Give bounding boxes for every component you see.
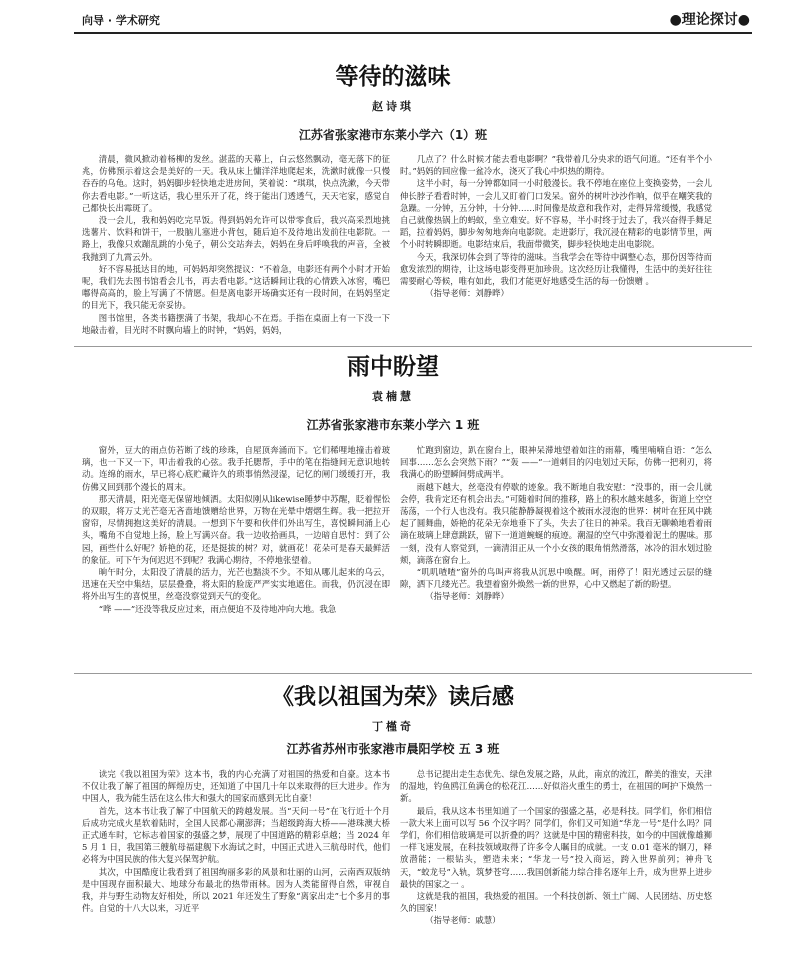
- article-3-school: 江苏省苏州市张家港市晨阳学校 五 3 班: [286, 742, 500, 756]
- article-3-title: 《我以祖国为荣》读后感: [271, 685, 514, 710]
- paragraph: 忙跑到窗边，趴在窗台上，眼神呆滞地望着如注的雨幕，嘴里喃喃自语：“怎么回事……怎么会突然下雨？”“轰 ——”一道刺目的闪电划过天际，仿佛一把利刃，将我满心的盼望瞬间劈成两半。: [400, 445, 712, 480]
- page-header: [0, 0, 786, 36]
- header-right-label: ●理论探讨●: [669, 12, 750, 28]
- article-3-column-right: [400, 768, 712, 973]
- paragraph: 其次，中国酷度让我看到了祖国绚丽多彩的风景和壮丽的山河，云南西双版纳是中国现存面积最大、地球分布最北的热带雨林。因为人类能留得自然，审视自我，并与野生动物友好相处，所以 2021 年还发生了野象“离家出走”七个多月的事件。自觉的十八大以来，习近平: [82, 866, 390, 914]
- paragraph: 清晨，微风掀动着杨柳的发丝。湛蓝的天幕上，白云悠然飘动，毫无落下的征兆，仿佛预示着这会是美好的一天。我从床上慵洋洋地爬起来，洗漱时就像一只慢吞吞的乌龟。这时，妈妈脚步轻快地走进房间，笑着说：“琪琪，快点洗漱，今天带你去看电影。”一听这话，我心里乐开了花，终于能出门透透气，天天宅家，感觉自己都快长出霉斑了。: [82, 154, 390, 213]
- paragraph: 没一会儿，我和妈妈吃完早饭。得到妈妈允许可以带零食后，我兴高采烈地挑选薯片、饮料和饼干，一股脑儿塞进小背包，随后迫不及待地出发前往电影院。一路上，我像只欢蹦乱跳的小兔子，朝公交站奔去，妈妈在身后呼唤我的声音，全被我抛到了九霄云外。: [82, 215, 390, 262]
- paragraph: 几点了？什么时候才能去看电影啊？”我带着几分央求的语气问道。“还有半个小时。”妈妈的回应像一盆冷水，浇灭了我心中炽热的期待。: [400, 154, 712, 177]
- article-1-column-left: [82, 153, 390, 343]
- paragraph: 最后，我从这本书里知道了一个国家的强盛之基，必是科技。同学们，你们相信一款大米上面可以写 56 个汉字吗？同学们，你们又可知道“华龙一号”是什么吗？同学们，你们相信玻璃是可以折叠的吗？这就是中国的精密科技，如今的中国就像雄狮一样飞速发展，在科技领域取得了许多令人瞩目的成就。一支 0.01 毫米的钢刀，释放潜能；一根钻头，塑造未来；“华龙一号”投入商运，跨入世界前列；神舟飞天，“蛟龙号”入轨，筑梦苍穹……我国创新能力综合排名逐年上升，成为世界上进步最快的国家之一 。: [400, 805, 712, 889]
- paragraph: 那天清晨，阳光毫无保留地倾洒。太阳似刚从likewise睡梦中苏醒，眨着惺忪的双眼，将万丈光芒毫无吝啬地馈赠给世界，万物在光晕中熠熠生辉。我一把拉开窗帘，尽情拥抱这美好的清晨。一想到下午要和伙伴们外出写生，喜悦瞬间涌上心头，嘴角不自觉地上扬，脸上写满兴奋。我一边收拾画具，一边暗自思忖：到了公园，画些什么好呢？娇艳的花，还是挺拔的树？对，就画花！花朵可是春天最鲜活的象征。可下午为何迟迟不到呢？我满心期待，不停地张望着。: [82, 493, 390, 565]
- article-1-title: 等待的滋味: [335, 64, 451, 90]
- article-1-author: 赵诗琪: [372, 100, 414, 113]
- header-rule: [74, 32, 752, 34]
- article-separator: [74, 673, 752, 674]
- paragraph: 首先，这本书让我了解了中国航天的跨越发展。当“天问一号”在飞行近十个月后成功完成火星软着陆时，全国人民都心潮澎湃；当超级跨海大桥——港珠澳大桥正式通车时，它标志着国家的强盛之梦，展现了中国道路的精彩卓越；当 2024 年 5 月 1 日，我国第三艘航母福建舰下水海试之时，中国正式进入三航母时代，他们必将为中国民族的伟大复兴保驾护航。: [82, 805, 390, 865]
- article-3-column-left: [82, 768, 390, 973]
- article-2-title: 雨中盼望: [347, 354, 439, 380]
- paragraph: 今天，我深切体会到了等待的滋味。当我学会在等待中调整心态，那份因等待而愈发浓烈的期待，让这场电影变得更加珍贵。这次经历让我懂得，生活中的美好往往需要耐心等候，唯有如此，我们才能更好地感受生活的每一份馈赠 。: [400, 251, 712, 287]
- paragraph: 晌午时分，太阳没了清晨的活力，光芒也黯淡不少。不知从哪儿起来的乌云，迅速在天空中集结，层层叠叠，将太阳的脸庞严严实实地遮住。而我，仍沉浸在即将外出写生的喜悦里，丝毫没察觉到天气的变化。: [82, 567, 390, 602]
- paragraph: 这就是我的祖国，我热爱的祖国。一个科技创新、领土广阔、人民团结、历史悠久的国家！: [400, 891, 712, 914]
- paragraph: “哗 ——”还没等我反应过来，雨点便迫不及待地冲向大地。我急: [98, 603, 337, 614]
- paragraph: 这半小时，每一分钟都如同一小时般漫长。我不停地在座位上变换姿势，一会儿伸长脖子看看时钟，一会儿又盯着门口发呆。窗外的树叶沙沙作响，似乎在嘲笑我的急躁。一分钟，五分钟，十分钟……时间像是故意和我作对，走得异常缓慢，我感觉自己就像热锅上的蚂蚁，坐立难安。好不容易，半小时终于过去了，我兴奋得手舞足蹈，拉着妈妈，脚步匆匆地奔向电影院。走进影厅，我沉浸在精彩的电影情节里，两个小时转瞬即逝。电影结束后，我面带微笑，脚步轻快地走出电影院。: [400, 178, 712, 250]
- paragraph: 图书馆里，各类书籍摆满了书架，我却心不在焉。手指在桌面上有一下没一下地敲击着，目光时不时飘向墙上的时钟，“妈妈，妈妈，: [82, 312, 390, 335]
- paragraph: “叽叽喳喳”窗外的鸟叫声将我从沉思中唤醒。呵，雨停了！阳光透过云层的缝隙，洒下几缕光芒。我望着窗外焕然一新的世界，心中又燃起了新的盼望。: [400, 567, 712, 590]
- article-2-column-right: [400, 444, 712, 669]
- teacher-note: （指导老师：刘静晔）: [425, 591, 509, 602]
- article-1-school: 江苏省张家港市东莱小学六（1）班: [298, 128, 488, 142]
- article-3-author: 丁槿奇: [372, 720, 414, 733]
- paragraph: 总书记提出走生态优先、绿色发展之路，从此，南京的流江，醉美的淮安，天津的湿地，钓鱼鸥江鱼满仓的松花江……好似浴火重生的勇士，在祖国的呵护下焕然一新。: [400, 769, 712, 804]
- header-left-label: 向导 · 学术研究: [82, 14, 160, 27]
- article-2-column-left: [82, 444, 390, 669]
- article-separator: [74, 346, 752, 347]
- article-2-author: 袁楠慧: [372, 390, 414, 403]
- paragraph: 窗外，豆大的雨点仿若断了线的珍珠，自屋顶奔涌而下。它们稀哩地撞击着玻璃，也一下又一下，叩击着我的心弦。我手托腮帮，手中的笔在指缝间无意识地转动。连绵的雨水，早已将心底贮藏许久的琐事悄然浸湿，记忆的闸门缓缓打开，我仿佛又回到那个漫长的周末。: [82, 445, 390, 492]
- paragraph: 读完《我以祖国为荣》这本书，我的内心充满了对祖国的热爱和自豪。这本书不仅让我了解了祖国的辉煌历史，还知道了中国几十年以来取得的巨大进步。作为中国人，我为能生活在这么伟大和强大的国家而感到无比自豪！: [82, 769, 390, 804]
- article-2-school: 江苏省张家港市东莱小学六 1 班: [306, 418, 480, 432]
- article-1-column-right: [400, 153, 712, 343]
- paragraph: 好不容易抵达目的地，可妈妈却突然提议：“不着急，电影还有两个小时才开始呢，我们先去图书馆看会儿书，再去看电影。”这话瞬间让我的心情跌入冰窖，嘴巴嘟得高高的，脸上写满了不情愿。但是离电影开场确实还有一段时间，在妈妈坚定的目光下，我只能无奈妥协。: [82, 263, 390, 311]
- teacher-note: （指导老师：戚慧）: [425, 915, 501, 926]
- paragraph: 雨越下越大，丝毫没有停歇的迹象。我不断地自我安慰：“没事的，雨一会儿就会停，我肯定还有机会出去。”可随着时间的推移，路上的积水越来越多，街道上空空荡荡，一个行人也没有。我只能静静凝视着这个被雨水浸泡的世界：树叶在狂风中跳起了圆舞曲，娇艳的花朵无奈地垂下了头，失去了往日的神采。我百无聊赖地看着雨滴在玻璃上肆意跳跃，留下一道道蜿蜒的痕迹。潮湿的空气中弥漫着泥土的腥味。那一刻，没有人察觉到，一滴清泪正从一个小女孩的眼角悄然滑落，冰冷的泪水划过脸颊，滴落在窗台上。: [400, 481, 712, 565]
- teacher-note: （指导老师：刘静晔）: [425, 288, 509, 299]
